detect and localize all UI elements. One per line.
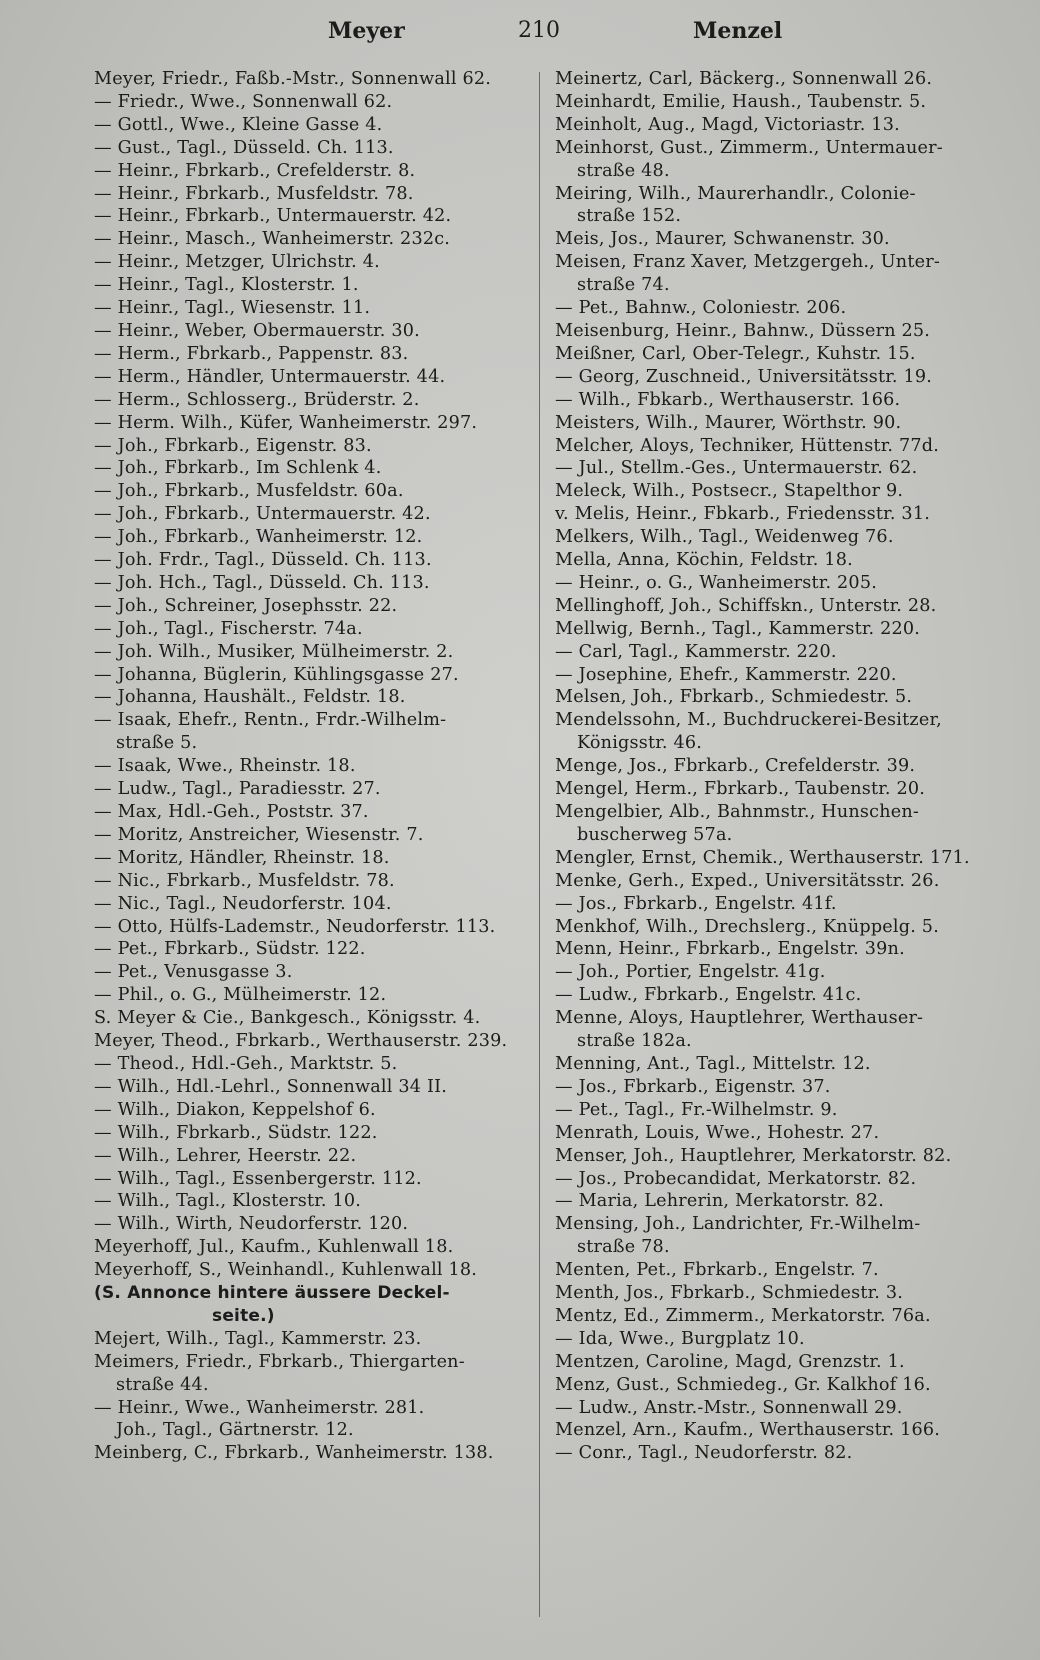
directory-entry: — Pet., Venusgasse 3. (94, 962, 293, 983)
directory-entry: — Joh., Fbrkarb., Musfeldstr. 60a. (94, 481, 404, 502)
directory-entry: — Wilh., Fbrkarb., Südstr. 122. (94, 1122, 378, 1143)
directory-entry: — Heinr., Weber, Obermauerstr. 30. (94, 320, 420, 341)
directory-entry: Menne, Aloys, Hauptlehrer, Werthauser- (555, 1008, 924, 1029)
directory-entry: — Joh., Fbrkarb., Wanheimerstr. 12. (94, 527, 423, 548)
directory-entry: Mella, Anna, Köchin, Feldstr. 18. (555, 550, 853, 571)
directory-entry: — Wilh., Tagl., Essenbergerstr. 112. (94, 1168, 422, 1189)
directory-entry: — Maria, Lehrerin, Merkatorstr. 82. (555, 1191, 885, 1212)
directory-entry: Meißner, Carl, Ober-Telegr., Kuhstr. 15. (555, 343, 916, 364)
directory-entry: Menz, Gust., Schmiedeg., Gr. Kalkhof 16. (555, 1374, 931, 1395)
directory-entry: — Heinr., Wwe., Wanheimerstr. 281. (94, 1397, 425, 1418)
directory-entry: Meyerhoff, Jul., Kaufm., Kuhlenwall 18. (94, 1237, 454, 1258)
page-header (0, 18, 1040, 58)
directory-entry: Menten, Pet., Fbrkarb., Engelstr. 7. (555, 1260, 879, 1281)
directory-entry: — Ludw., Tagl., Paradiesstr. 27. (94, 779, 381, 800)
directory-entry: Meisters, Wilh., Maurer, Wörthstr. 90. (555, 412, 902, 433)
directory-entry: — Max, Hdl.-Geh., Poststr. 37. (94, 802, 369, 822)
directory-entry: — Joh., Fbrkarb., Im Schlenk 4. (94, 458, 382, 479)
directory-entry: Menge, Jos., Fbrkarb., Crefelderstr. 39. (555, 756, 916, 777)
directory-entry: Menser, Joh., Hauptlehrer, Merkatorstr. 82. (555, 1145, 952, 1166)
directory-entry: Menn, Heinr., Fbrkarb., Engelstr. 39n. (555, 939, 905, 960)
directory-entry: straße 5. (116, 733, 198, 754)
directory-entry: Menrath, Louis, Wwe., Hohestr. 27. (555, 1122, 880, 1143)
column-divider (539, 72, 540, 1617)
directory-entry: S. Meyer & Cie., Bankgesch., Königsstr. 4. (94, 1008, 481, 1029)
directory-entry: — Wilh., Fbkarb., Werthauserstr. 166. (555, 389, 901, 410)
directory-entry: Mengelbier, Alb., Bahnmstr., Hunschen- (555, 802, 920, 822)
directory-entry: v. Melis, Heinr., Fbkarb., Friedensstr. 31. (555, 504, 930, 525)
directory-entry: — Wilh., Tagl., Klosterstr. 10. (94, 1191, 362, 1212)
directory-entry: Melkers, Wilh., Tagl., Weidenweg 76. (555, 527, 894, 548)
directory-entry: Joh., Tagl., Gärtnerstr. 12. (116, 1420, 354, 1441)
directory-entry: — Jos., Probecandidat, Merkatorstr. 82. (555, 1168, 917, 1189)
directory-entry: — Isaak, Ehefr., Rentn., Frdr.-Wilhelm- (94, 710, 447, 731)
directory-entry: — Wilh., Hdl.-Lehrl., Sonnenwall 34 II. (94, 1076, 448, 1097)
directory-entry: — Heinr., Metzger, Ulrichstr. 4. (94, 252, 380, 273)
directory-entry: — Carl, Tagl., Kammerstr. 220. (555, 641, 837, 662)
directory-entry: Mellwig, Bernh., Tagl., Kammerstr. 220. (555, 618, 921, 639)
directory-entry: Mensing, Joh., Landrichter, Fr.-Wilhelm- (555, 1214, 921, 1235)
directory-entry: — Herm., Fbrkarb., Pappenstr. 83. (94, 343, 409, 364)
directory-entry: straße 48. (577, 160, 670, 181)
directory-entry: Mentz, Ed., Zimmerm., Merkatorstr. 76a. (555, 1305, 931, 1326)
directory-entry: — Friedr., Wwe., Sonnenwall 62. (94, 91, 393, 112)
directory-entry: Mendelssohn, M., Buchdruckerei-Besitzer, (555, 710, 942, 731)
directory-entry: Mellinghoff, Joh., Schiffskn., Unterstr. 28. (555, 595, 937, 616)
directory-entry: straße 182a. (577, 1031, 692, 1052)
directory-entry: — Joh. Frdr., Tagl., Düsseld. Ch. 113. (94, 550, 432, 571)
right-column (555, 68, 995, 1628)
directory-entry: — Moritz, Anstreicher, Wiesenstr. 7. (94, 824, 424, 845)
directory-entry: — Herm. Wilh., Küfer, Wanheimerstr. 297. (94, 412, 478, 433)
directory-entry: — Wilh., Wirth, Neudorferstr. 120. (94, 1214, 409, 1235)
directory-entry: — Phil., o. G., Mülheimerstr. 12. (94, 985, 387, 1006)
header-left-name: Meyer (328, 18, 405, 44)
directory-entry: Meyerhoff, S., Weinhandl., Kuhlenwall 18. (94, 1260, 478, 1281)
directory-entry: Menth, Jos., Fbrkarb., Schmiedestr. 3. (555, 1283, 904, 1304)
directory-entry: — Pet., Tagl., Fr.-Wilhelmstr. 9. (555, 1099, 838, 1120)
directory-entry: straße 74. (577, 275, 670, 296)
directory-entry: Meinhorst, Gust., Zimmerm., Untermauer- (555, 137, 943, 158)
directory-entry: — Ludw., Fbrkarb., Engelstr. 41c. (555, 985, 862, 1006)
directory-entry: — Joh., Fbrkarb., Eigenstr. 83. (94, 435, 372, 456)
directory-entry: — Pet., Fbrkarb., Südstr. 122. (94, 939, 366, 960)
directory-entry: Meinertz, Carl, Bäckerg., Sonnenwall 26. (555, 69, 933, 89)
page-number: 210 (518, 18, 560, 43)
directory-entry: — Wilh., Diakon, Keppelshof 6. (94, 1099, 376, 1120)
directory-entry: Meinberg, C., Fbrkarb., Wanheimerstr. 138. (94, 1443, 494, 1464)
directory-entry: — Joh., Fbrkarb., Untermauerstr. 42. (94, 504, 431, 525)
directory-entry: straße 152. (577, 206, 682, 227)
annotation-line: (S. Annonce hintere äussere Deckel- (94, 1283, 450, 1304)
directory-entry: Meis, Jos., Maurer, Schwanenstr. 30. (555, 229, 890, 250)
directory-entry: — Georg, Zuschneid., Universitätsstr. 19. (555, 366, 933, 387)
directory-entry: — Heinr., Masch., Wanheimerstr. 232c. (94, 229, 451, 250)
annotation-line: seite.) (212, 1305, 275, 1326)
directory-entry: — Heinr., o. G., Wanheimerstr. 205. (555, 572, 878, 593)
directory-entry: — Joh., Schreiner, Josephsstr. 22. (94, 595, 398, 616)
directory-entry: Menkhof, Wilh., Drechslerg., Knüppelg. 5. (555, 916, 939, 937)
directory-entry: — Jul., Stellm.-Ges., Untermauerstr. 62. (555, 458, 918, 479)
directory-entry: Mejert, Wilh., Tagl., Kammerstr. 23. (94, 1328, 422, 1349)
directory-entry: Meimers, Friedr., Fbrkarb., Thiergarten- (94, 1351, 465, 1372)
directory-entry: — Johanna, Büglerin, Kühlingsgasse 27. (94, 664, 459, 685)
directory-entry: Mengler, Ernst, Chemik., Werthauserstr. 171. (555, 847, 970, 868)
directory-entry: Meisen, Franz Xaver, Metzgergeh., Unter- (555, 252, 940, 273)
directory-entry: — Jos., Fbrkarb., Engelstr. 41f. (555, 893, 837, 914)
directory-entry: Meyer, Theod., Fbrkarb., Werthauserstr. 239. (94, 1031, 508, 1052)
directory-entry: Meleck, Wilh., Postsecr., Stapelthor 9. (555, 481, 904, 502)
directory-entry: — Heinr., Fbrkarb., Musfeldstr. 78. (94, 183, 414, 204)
directory-entry: Menning, Ant., Tagl., Mittelstr. 12. (555, 1053, 871, 1074)
directory-entry: Mengel, Herm., Fbrkarb., Taubenstr. 20. (555, 779, 926, 800)
directory-entry: — Isaak, Wwe., Rheinstr. 18. (94, 756, 356, 777)
directory-entry: Melcher, Aloys, Techniker, Hüttenstr. 77d. (555, 435, 940, 456)
directory-entry: — Theod., Hdl.-Geh., Marktstr. 5. (94, 1053, 398, 1074)
directory-entry: — Nic., Fbrkarb., Musfeldstr. 78. (94, 870, 395, 891)
directory-entry: — Josephine, Ehefr., Kammerstr. 220. (555, 664, 897, 685)
directory-entry: — Wilh., Lehrer, Heerstr. 22. (94, 1145, 357, 1166)
header-right-name: Menzel (693, 18, 783, 44)
directory-entry: Menke, Gerh., Exped., Universitätsstr. 26. (555, 870, 940, 891)
directory-entry: straße 44. (116, 1374, 209, 1395)
directory-entry: — Heinr., Fbrkarb., Crefelderstr. 8. (94, 160, 416, 181)
directory-entry: Meyer, Friedr., Faßb.-Mstr., Sonnenwall 62. (94, 69, 492, 89)
directory-entry: — Nic., Tagl., Neudorferstr. 104. (94, 893, 392, 914)
left-column (94, 68, 526, 1628)
directory-entry: — Gust., Tagl., Düsseld. Ch. 113. (94, 137, 394, 158)
directory-entry: Melsen, Joh., Fbrkarb., Schmiedestr. 5. (555, 687, 913, 708)
directory-entry: — Gottl., Wwe., Kleine Gasse 4. (94, 114, 383, 135)
directory-entry: Königsstr. 46. (577, 733, 703, 754)
directory-entry: — Herm., Schlosserg., Brüderstr. 2. (94, 389, 420, 410)
directory-entry: — Heinr., Fbrkarb., Untermauerstr. 42. (94, 206, 452, 227)
directory-entry: — Otto, Hülfs-Lademstr., Neudorferstr. 113. (94, 916, 496, 937)
directory-entry: Meiring, Wilh., Maurerhandlr., Colonie- (555, 183, 916, 204)
directory-entry: — Ludw., Anstr.-Mstr., Sonnenwall 29. (555, 1397, 903, 1418)
directory-entry: Meinhardt, Emilie, Haush., Taubenstr. 5. (555, 91, 927, 112)
directory-entry: Menzel, Arn., Kaufm., Werthauserstr. 166. (555, 1420, 941, 1441)
directory-entry: — Joh. Hch., Tagl., Düsseld. Ch. 113. (94, 572, 430, 593)
directory-entry: — Joh. Wilh., Musiker, Mülheimerstr. 2. (94, 641, 454, 662)
directory-entry: — Jos., Fbrkarb., Eigenstr. 37. (555, 1076, 831, 1097)
directory-entry: — Ida, Wwe., Burgplatz 10. (555, 1328, 805, 1349)
directory-entry: — Pet., Bahnw., Coloniestr. 206. (555, 298, 847, 319)
directory-entry: — Conr., Tagl., Neudorferstr. 82. (555, 1443, 853, 1464)
directory-entry: — Joh., Portier, Engelstr. 41g. (555, 962, 826, 983)
directory-entry: — Moritz, Händler, Rheinstr. 18. (94, 847, 390, 868)
directory-entry: Meinholt, Aug., Magd, Victoriastr. 13. (555, 114, 900, 135)
directory-entry: straße 78. (577, 1237, 670, 1258)
directory-entry: buscherweg 57a. (577, 824, 733, 845)
directory-entry: — Heinr., Tagl., Klosterstr. 1. (94, 275, 359, 296)
directory-entry: — Heinr., Tagl., Wiesenstr. 11. (94, 298, 371, 319)
directory-entry: Meisenburg, Heinr., Bahnw., Düssern 25. (555, 320, 931, 341)
directory-entry: — Joh., Tagl., Fischerstr. 74a. (94, 618, 363, 639)
directory-entry: — Johanna, Haushält., Feldstr. 18. (94, 687, 406, 708)
directory-entry: — Herm., Händler, Untermauerstr. 44. (94, 366, 446, 387)
directory-entry: Mentzen, Caroline, Magd, Grenzstr. 1. (555, 1351, 905, 1372)
